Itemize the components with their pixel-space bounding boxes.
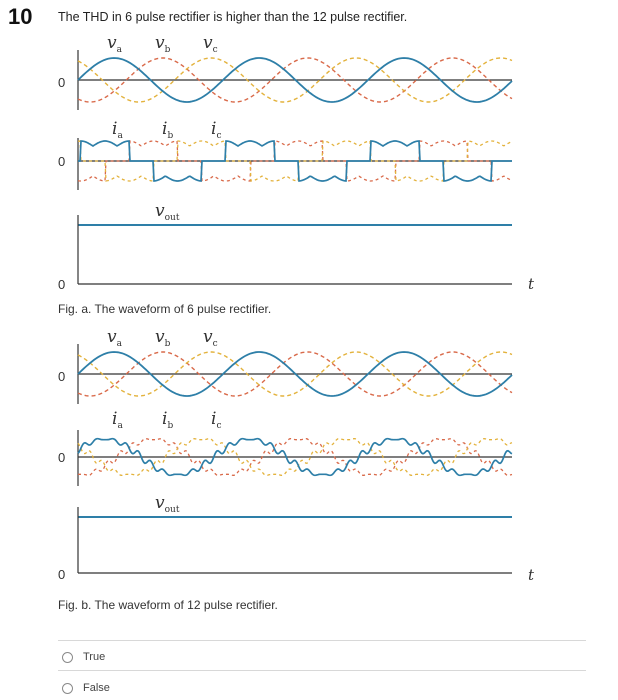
options-divider [58,640,586,641]
fig-b-vout-zero: 0 [58,567,66,582]
fig-a-vc-label: $v_c$ [203,33,218,55]
option-true-label: True [83,651,106,663]
fig-b-caption: Fig. b. The waveform of 12 pulse rectifier. [58,598,278,612]
fig-b-vout-label: $v_{out}$ [155,493,180,515]
option-true[interactable] [62,651,105,663]
option-false[interactable] [62,682,110,694]
fig-b-ia-label: $i_a$ [112,409,123,431]
options-divider-2 [58,670,586,671]
question-number: 10 [8,4,33,29]
option-false-label: False [83,682,110,694]
fig-b-voltage-labels [58,327,218,384]
fig-a-va-label: $v_a$ [107,33,122,55]
fig-b-vb-label: $v_b$ [155,327,171,349]
fig-b-vc-label: $v_c$ [203,327,218,349]
fig-b-time-label: t [528,566,535,584]
question-text: The THD in 6 pulse rectifier is higher than the 12 pulse rectifier. [58,10,408,24]
fig-a-voltage-zero: 0 [58,75,66,90]
fig-a-ic-label: $i_c$ [211,119,222,141]
fig-a-vout-zero: 0 [58,277,66,292]
fig-a-time-label: t [528,275,535,293]
fig-b-ic-label: $i_c$ [211,409,222,431]
fig-b-voltage-zero: 0 [58,369,66,384]
fig-a-caption: Fig. a. The waveform of 6 pulse rectifier. [58,302,272,316]
radio-true[interactable] [62,652,73,663]
fig-b-ib-label: $i_b$ [162,409,174,431]
radio-false[interactable] [62,683,73,694]
fig-a-voltage-labels [58,33,218,90]
fig-a-vb-label: $v_b$ [155,33,171,55]
fig-a-current-zero: 0 [58,154,66,169]
fig-b-current-zero: 0 [58,450,66,465]
fig-b-va-label: $v_a$ [107,327,122,349]
fig-a-ib-label: $i_b$ [162,119,174,141]
fig-a-vout-label: $v_{out}$ [155,201,180,223]
fig-a-ia-label: $i_a$ [112,119,123,141]
